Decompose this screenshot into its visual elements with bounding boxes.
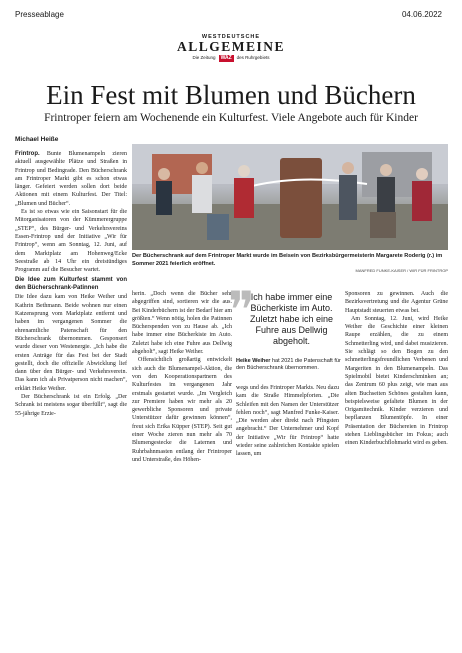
paragraph: Sponsoren zu gewinnen. Auch die Bezirksvertretung und die Agentur Grüne Hauptstadt steuerten etwas bei. [345,291,448,314]
article-column-1 [15,150,127,418]
article-headline: Ein Fest mit Blumen und Büchern [46,80,416,110]
quote-attr-text: hat 2021 die Patenschaft für den Bücherschrank übernommen. [236,358,341,371]
masthead-title: ALLGEMEINE [176,39,286,54]
paragraph: wegs und des Frintroper Markts. Neu dazu kam die Straße Himmelpforten. „Die Schleifen mit den Namen der Unterstützer fehlen noch“, sagt Manfred Funke-Kaiser. „Die werden aber direkt nach Pfingsten angebracht.“ Der Unternehmer und Kopf der Initiative „Wir für Frintrop“ hatte wieder seine zahlreichen Kontakte spielen lassen, um [236,385,339,458]
article-column-3 [236,384,339,459]
photo-credit: MANFRED FUNKE-KAISER / WIR FÜR FRINTROP [355,268,448,273]
pull-quote-attribution [236,358,342,372]
paragraph: Der Bücherschrank ist ein Erfolg. „Der Schrank ist meistens sogar überfüllt“, sagt die 55-jährige Erzie- [15,394,127,417]
waz-logo: WAZ [220,55,232,61]
paragraph: Offensichtlich großartig entwickelt sich auch die Blumenampel-Aktion, die von den Kooperationspartnern des Kulturfestes im vergangenen Jahr erstmals gestartet wurde. „Im Vergleich zur Premiere haben wir mehr als 20 gewerbliche Sponsoren und private Unterstützer dafür gewinnen können“, freut sich Erika Küpper (STEP). Seit gut einer Woche zieren nun mehr als 70 Blumengestecke die Laternen und Ruhrbahnmasten entlang der Frintroper und Unterstraße, des Höhen- [132,357,232,463]
dateline: Frintrop. [15,151,40,157]
photo-caption: Der Bücherschrank auf dem Frintroper Markt wurde im Beisein von Bezirksbürgermeisterin Margarete Roderig (r.) im Sommer 2021 feierlich eröffnet. [132,253,443,267]
article-photo [132,144,448,250]
newspaper-masthead [162,34,300,62]
paragraph: Die Idee dazu kam von Heike Weiher und Kathrin Bethmann. Beide wohnen nur einen Katzensprung vom Marktplatz entfernt und haben im vergangenen Sommer die ehrenamtliche Patenschaft für den Bücherschrank übernommen. Gesponsert wurde dieser von Westenergie. „Ich habe die ersten Anträge für das Fest bei der Stadt gestellt, doch die offizielle Abwicklung lief dann über den Bürger- und Verkehrsverein. Das kann ich als Privatperson nicht machen“, erklärt Heike Weiher. [15,294,127,392]
article-author: Michael Heiße [15,136,59,143]
article-column-2 [132,290,232,464]
section-heading: Die Idee zum Kulturfest stammt von den Bücherschrank-Patinnen [15,277,127,291]
paragraph-text: Bunte Blumenampeln zieren aktuell ausgewählte Plätze und Straßen in Frintrop und Bedingrade. Den Bücherschrank am Frintroper Markt gibt es schon etwas länger. Gefeiert werden sollen dort beide Aktionen mit einem Kulturfest. Der Titel: „Blumen und Bücher“. [15,151,127,207]
quote-attr-name: Heike Weiher [236,358,271,364]
article-subhead: Frintroper feiern am Wochenende ein Kulturfest. Viele Angebote auch für Kinder [44,112,418,124]
pull-quote: Ich habe immer eine Bücherkiste im Auto. Zuletzt habe ich eine Fuhre aus Dellwig abgeholt. [249,292,334,346]
photo-illustration [132,144,448,250]
masthead-top: WESTDEUTSCHE [201,34,261,40]
paragraph: herin. „Doch wenn die Bücher sehr abgegriffen sind, sortieren wir die aus. Bei Kinderbüchern ist der Bedarf hier am größten.“ Wenn nötig, holen die Patinnen Bücherspenden von zu Hause ab. „Ich habe immer eine Bücherkiste im Auto. Zuletzt habe ich eine Fuhre aus Dellwig abgeholt“, sagt Heike Weiher. [132,291,232,356]
quote-mark-icon: ❞ [228,282,255,338]
masthead-sub-left: Die Zeitung [192,55,216,60]
header-date: 04.06.2022 [401,10,442,19]
masthead-sub-right: des Ruhrgebiets [236,55,270,60]
masthead-sub [162,54,300,62]
article-column-4 [345,290,448,448]
header-left-label: Presseablage [15,10,64,19]
paragraph: Am Sonntag, 12. Juni, wird Heike Weiher die Geschichte einer kleinen Raupe erzählen, die zu einem Schmetterling wird, und dabei musizieren. Sie schlägt so den Bogen zu den schmetterlingsfreundlichen Verbenen und Margeriten in den Blumenampeln. Das Spielmobil bietet Kinderschminken an; das Zentrum 60 plus zeigt, wie man aus alten Buchseiten Schönes gestalten kann, beispielsweise gefaltete Blumen in der Origamitechnik. Kinder verzieren und bepflanzen Blumentöpfe. In einer Präsentation der Büchereien in Frintrop stehen Lieblingsbücher im Fokus; auch einen Kinderbuchflohmarkt wird es geben. [345,315,448,447]
paragraph [15,150,127,208]
paragraph: Es ist so etwas wie ein Saisonstart für die Mitorganisatoren von der Kümmerergruppe „STEP“, des Bürger- und Verkehrsvereins Essen-Frintrop und der Initiative „Wir für Frintrop“, wenn am Sonntag, 12. Juni, auf dem Marktplatz am Hohenweg/Ecke Seestraße ab 14 Uhr ein dreistündiges Programm auf die Besucher wartet. [15,209,127,274]
